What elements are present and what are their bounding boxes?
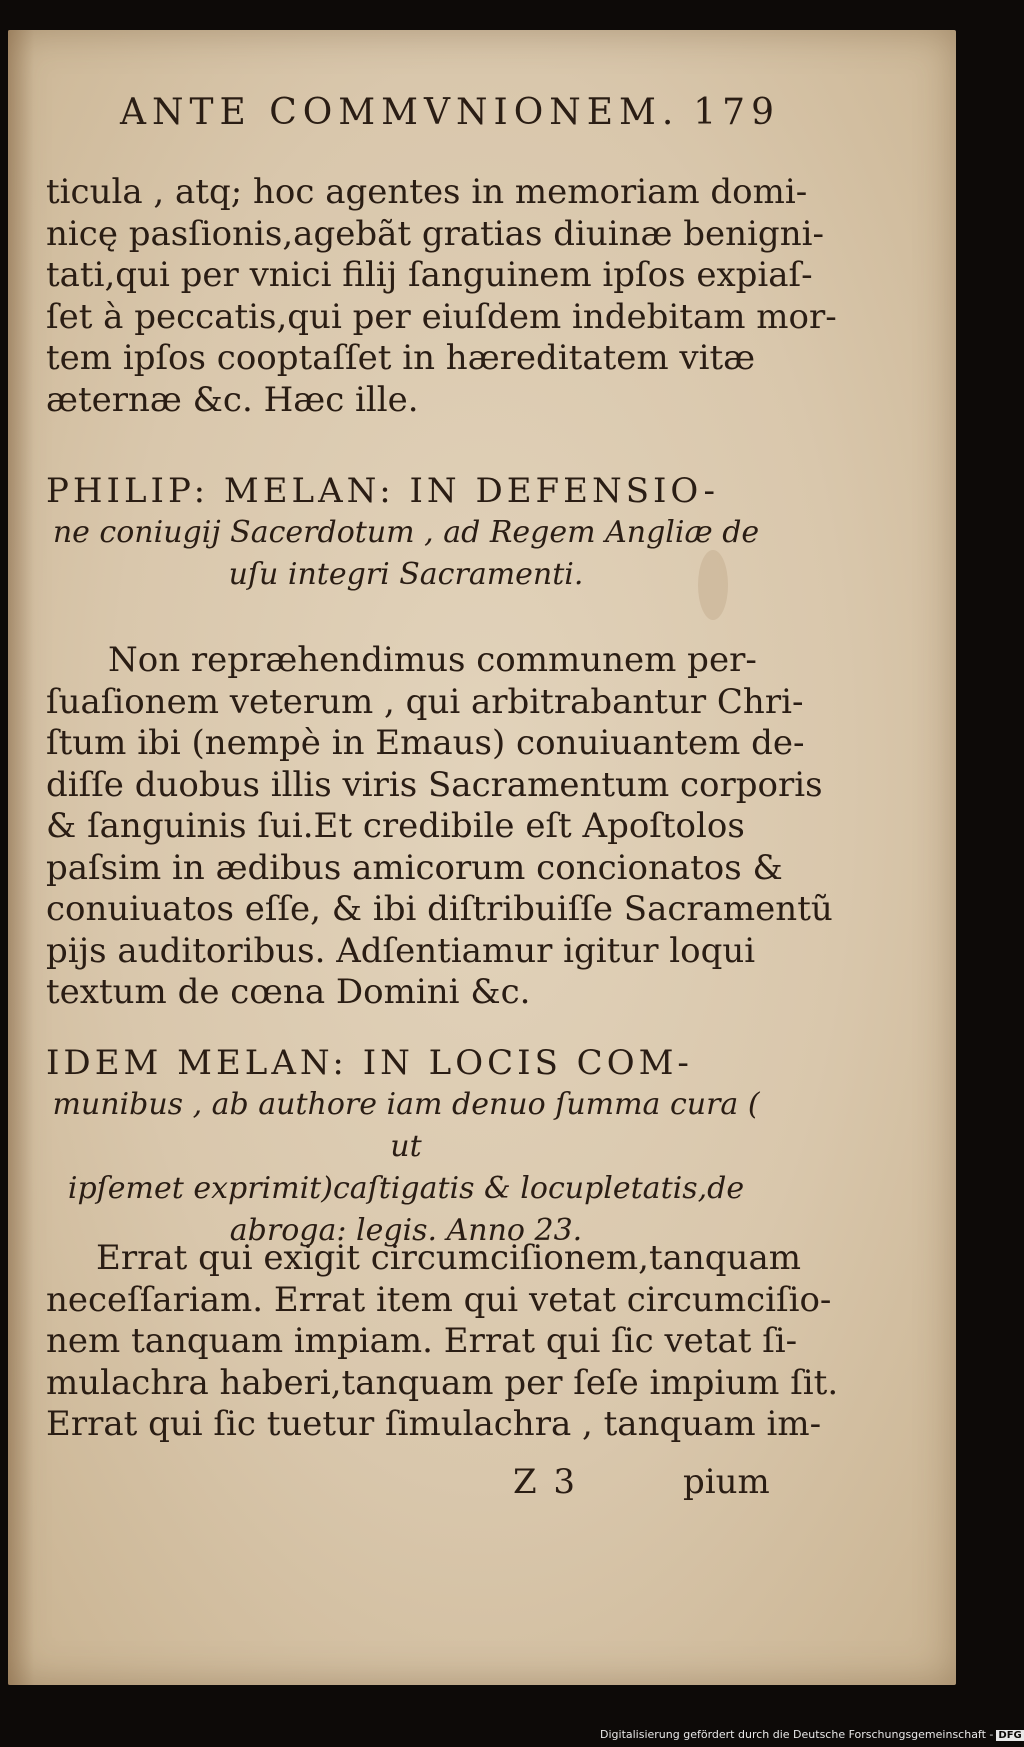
- section-heading-2: [46, 1042, 766, 1252]
- text-line: tem ipſos cooptaſſet in hæreditatem vitæ: [46, 338, 756, 378]
- digitization-credit: [600, 1728, 1024, 1741]
- text-line: conuiuatos eſſe, & ibi diſtribuiſſe Sacramentũ: [46, 889, 833, 929]
- page-number: 179: [693, 92, 780, 133]
- catchword: pium: [683, 1462, 770, 1502]
- text-line: neceſſariam. Errat item qui vetat circumciſio-: [46, 1279, 832, 1320]
- text-line: Errat qui ſic tuetur ſimulachra , tanquam im-: [46, 1404, 822, 1444]
- text-line: & ſanguinis ſui.Et credibile eſt Apoſtolos: [46, 806, 745, 846]
- text-line: ticula , atq; hoc agentes in memoriam domi-: [46, 172, 808, 212]
- page-gutter-shadow: [8, 30, 34, 1685]
- paragraph-2: [46, 640, 833, 1014]
- dfg-logo-badge: DFG: [998, 1730, 1022, 1741]
- text-line: Errat qui exigit circumciſionem,tanquam: [96, 1238, 801, 1278]
- text-line: pijs auditoribus. Adſentiamur igitur loqui: [46, 930, 756, 971]
- text-line: tati,qui per vnici filij ſanguinem ipſos expiaſ-: [46, 255, 813, 295]
- text-line: ſet à peccatis,qui per eiuſdem indebitam mor-: [46, 296, 837, 337]
- paragraph-1: [46, 172, 837, 421]
- heading-subtitle-line: ne coniugij Sacerdotum , ad Regem Angliæ de: [52, 515, 760, 550]
- book-page: [8, 30, 956, 1685]
- heading-subtitle-line: abroga: legis. Anno 23.: [229, 1213, 583, 1248]
- running-head: [120, 92, 780, 133]
- signature-mark: Z 3: [513, 1462, 576, 1502]
- text-line: nem tanquam impiam. Errat qui ſic vetat ſi-: [46, 1321, 798, 1361]
- text-line: ſuaſionem veterum , qui arbitrabantur Chri-: [46, 681, 804, 722]
- heading-title: PHILIP: MELAN: IN DEFENSIO-: [46, 471, 720, 511]
- text-line: textum de cœna Domini &c.: [46, 972, 531, 1012]
- text-line: ſtum ibi (nempè in Emaus) conuiuantem de-: [46, 723, 805, 763]
- paragraph-3: [46, 1238, 839, 1446]
- heading-subtitle-line: uſu integri Sacramenti.: [228, 557, 584, 592]
- section-heading-1: [46, 470, 766, 596]
- running-head-title: ANTE COMMVNIONEM.: [120, 92, 680, 133]
- credit-text: Digitalisierung gefördert durch die Deutsche Forschungsgemeinschaft -: [600, 1728, 994, 1741]
- text-line: Non repræhendimus communem per-: [108, 640, 757, 680]
- text-line: nicę pasſionis,agebãt gratias diuinæ benigni-: [46, 213, 824, 254]
- text-line: mulachra haberi,tanquam per ſeſe impium ſit.: [46, 1362, 839, 1403]
- text-line: paſsim in ædibus amicorum concionatos &: [46, 847, 783, 888]
- text-line: æternæ &c. Hæc ille.: [46, 379, 419, 420]
- heading-subtitle-line: munibus , ab authore iam denuo ſumma cura ( ut: [52, 1087, 760, 1164]
- heading-title: IDEM MELAN: IN LOCIS COM-: [46, 1043, 693, 1083]
- text-line: diſſe duobus illis viris Sacramentum corporis: [46, 764, 823, 805]
- heading-subtitle-line: ipſemet exprimit)caſtigatis & locupletatis,de: [67, 1171, 745, 1206]
